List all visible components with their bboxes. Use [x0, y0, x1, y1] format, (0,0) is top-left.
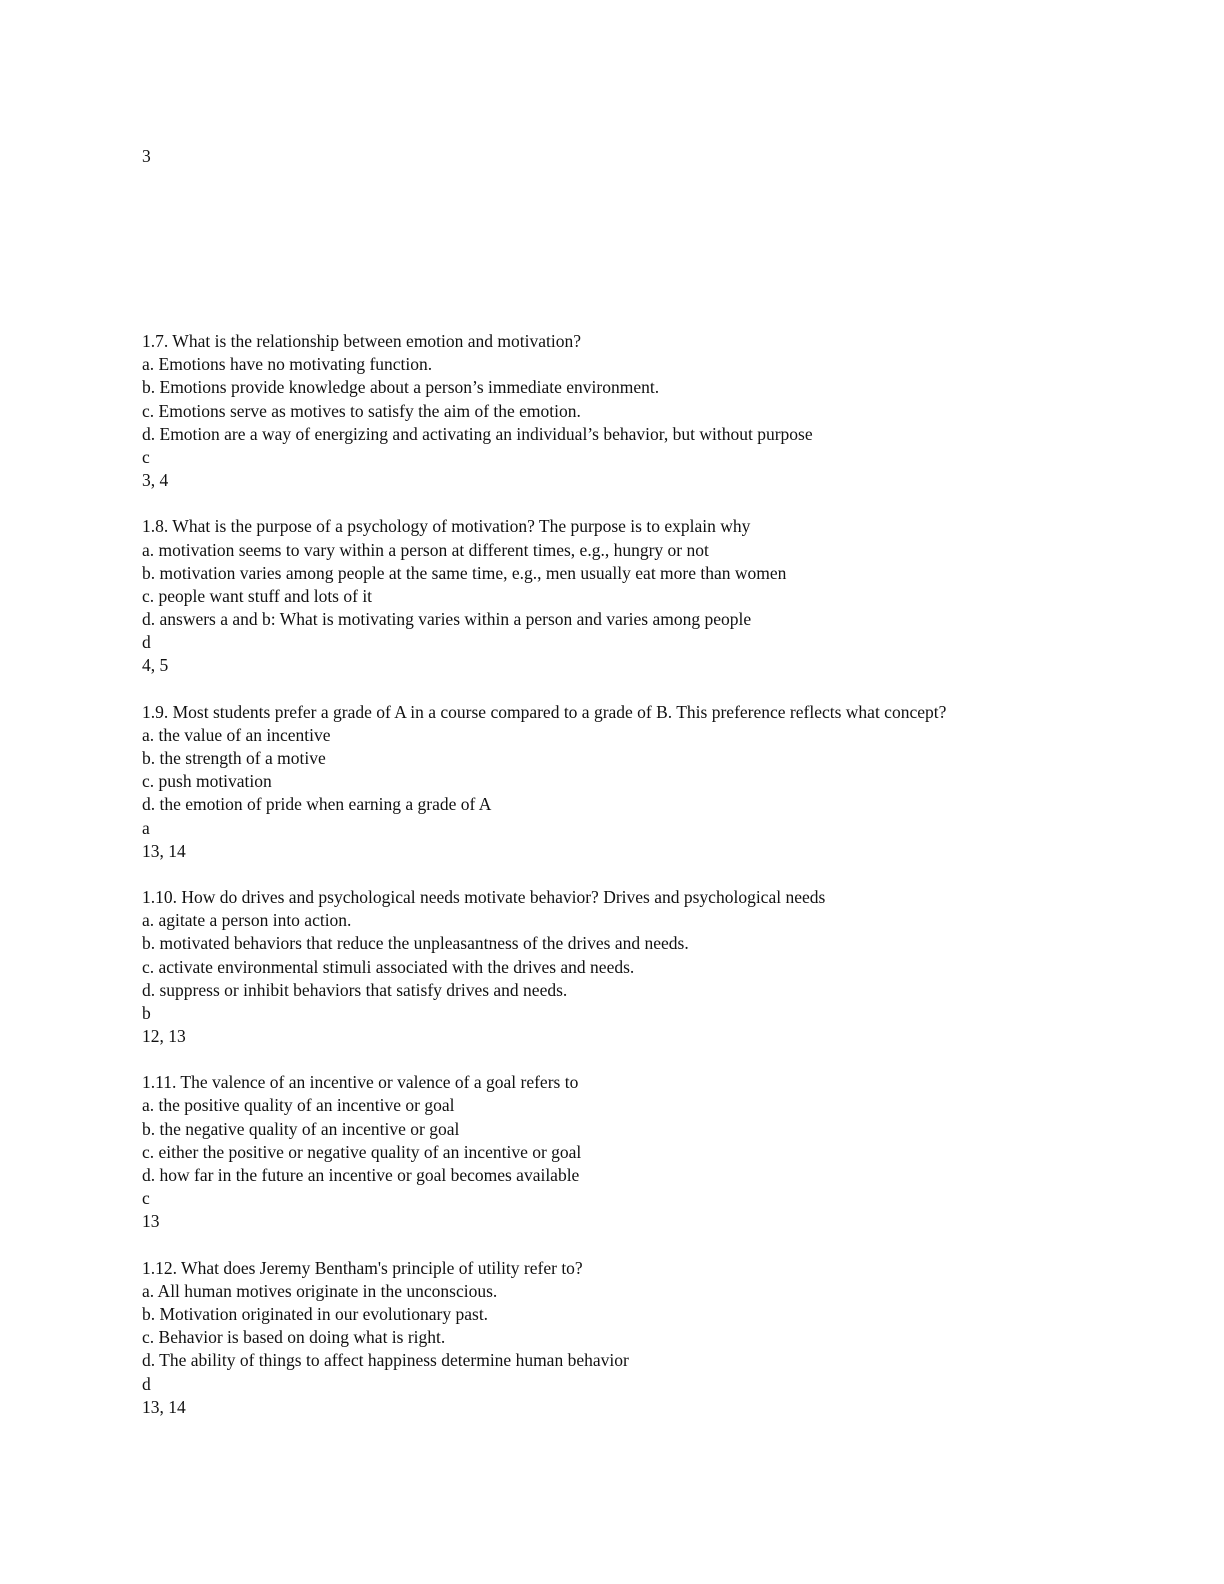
option-b: b. motivation varies among people at the same time, e.g., men usually eat more than women — [142, 562, 787, 583]
question-1-10 — [142, 886, 1142, 1048]
question-1-7 — [142, 330, 1142, 492]
option-b: b. motivated behaviors that reduce the unpleasantness of the drives and needs. — [142, 933, 689, 954]
question-1-9 — [142, 701, 1142, 863]
question-stem: 1.10. How do drives and psychological needs motivate behavior? Drives and psychological needs — [142, 886, 826, 907]
option-d: d. the emotion of pride when earning a grade of A — [142, 794, 492, 815]
option-b: b. Emotions provide knowledge about a person’s immediate environment. — [142, 377, 660, 398]
page-number: 3 — [142, 146, 151, 166]
question-stem: 1.12. What does Jeremy Bentham's principle of utility refer to? — [142, 1257, 583, 1278]
option-d: d. suppress or inhibit behaviors that satisfy drives and needs. — [142, 979, 568, 1000]
option-c: c. people want stuff and lots of it — [142, 585, 373, 606]
page-reference: 13 — [142, 1211, 160, 1232]
question-1-12 — [142, 1257, 1142, 1419]
option-c: c. Emotions serve as motives to satisfy the aim of the emotion. — [142, 400, 581, 421]
option-c: c. push motivation — [142, 771, 272, 792]
option-d: d. how far in the future an incentive or goal becomes available — [142, 1165, 580, 1185]
option-a: a. the positive quality of an incentive or goal — [142, 1095, 455, 1116]
question-stem: 1.7. What is the relationship between emotion and motivation? — [142, 331, 582, 351]
option-c: c. activate environmental stimuli associated with the drives and needs. — [142, 956, 635, 977]
answer-key: a — [142, 817, 150, 838]
option-b: b. the negative quality of an incentive or goal — [142, 1118, 460, 1139]
answer-key: d — [142, 1373, 151, 1394]
option-c: c. either the positive or negative quality of an incentive or goal — [142, 1141, 582, 1162]
option-b: b. the strength of a motive — [142, 748, 326, 768]
option-b: b. Motivation originated in our evolutionary past. — [142, 1303, 489, 1324]
option-d: d. Emotion are a way of energizing and activating an individual’s behavior, but without purpose — [142, 423, 813, 444]
option-a: a. motivation seems to vary within a person at different times, e.g., hungry or not — [142, 539, 709, 560]
option-c: c. Behavior is based on doing what is right. — [142, 1327, 446, 1348]
page-reference: 12, 13 — [142, 1026, 186, 1047]
option-a: a. Emotions have no motivating function. — [142, 354, 433, 375]
question-stem: 1.8. What is the purpose of a psychology of motivation? The purpose is to explain why — [142, 516, 751, 537]
page-reference: 13, 14 — [142, 1396, 186, 1417]
option-a: a. All human motives originate in the unconscious. — [142, 1280, 498, 1301]
option-d: d. The ability of things to affect happiness determine human behavior — [142, 1350, 629, 1371]
answer-key: b — [142, 1002, 151, 1023]
page-reference: 4, 5 — [142, 655, 169, 676]
question-list — [142, 330, 1142, 1442]
question-1-11 — [142, 1071, 1142, 1233]
option-a: a. the value of an incentive — [142, 724, 331, 745]
answer-key: d — [142, 632, 151, 653]
option-a: a. agitate a person into action. — [142, 910, 352, 931]
question-stem: 1.9. Most students prefer a grade of A in a course compared to a grade of B. This preference reflects what concept? — [142, 701, 947, 722]
answer-key: c — [142, 1188, 150, 1209]
page-reference: 3, 4 — [142, 470, 169, 491]
question-1-8 — [142, 515, 1142, 677]
question-stem: 1.11. The valence of an incentive or valence of a goal refers to — [142, 1072, 579, 1093]
answer-key: c — [142, 446, 150, 467]
option-d: d. answers a and b: What is motivating varies within a person and varies among people — [142, 609, 752, 630]
page-reference: 13, 14 — [142, 840, 186, 861]
